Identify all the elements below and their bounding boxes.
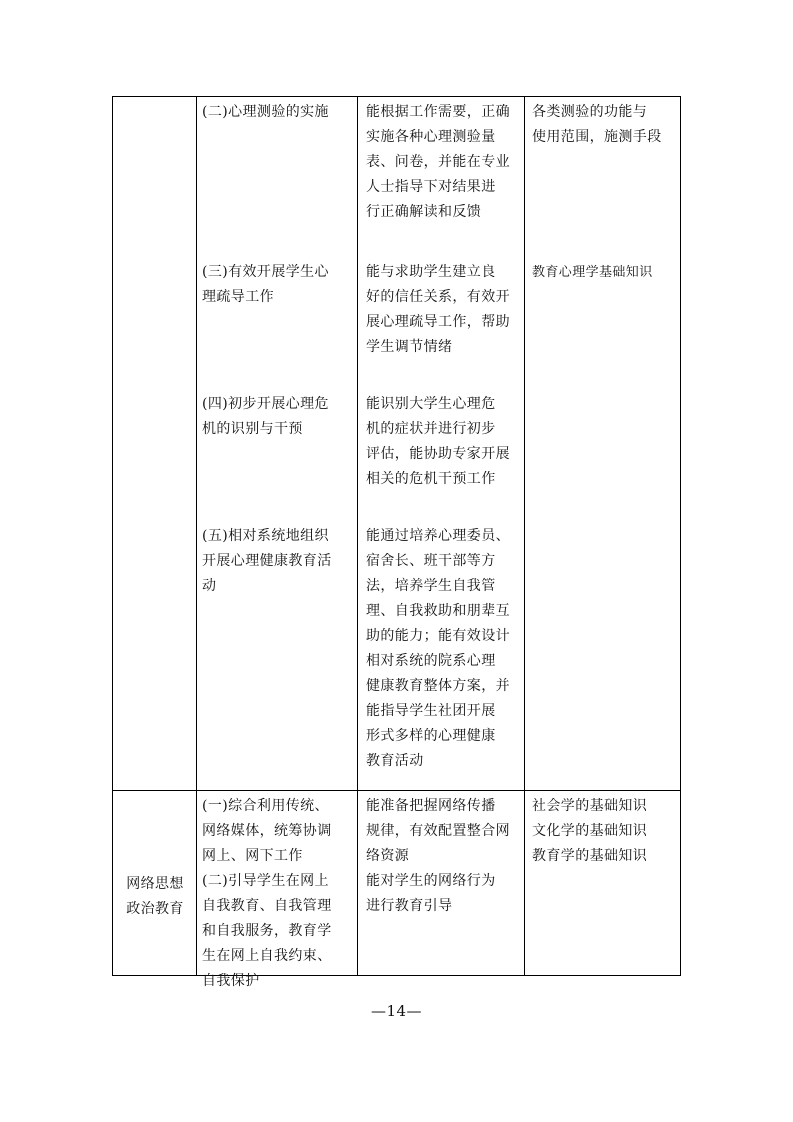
category-cell [116, 872, 194, 922]
requirement-text: 能与求助学生建立良 好的信任关系，有效开 展心理疏导工作，帮助 学生调节情绪 [366, 264, 510, 355]
requirement-cell [366, 392, 522, 492]
requirement-text: 能识别大学生心理危 机的症状并进行初步 评估，能协助专家开展 相关的危机干预工作 [366, 396, 510, 487]
item-cell: (三)有效开展学生心 理疏导工作 [202, 264, 329, 305]
table-row [202, 260, 356, 310]
requirement-cell [366, 524, 522, 774]
knowledge-cell [532, 100, 678, 150]
table-border-left [112, 96, 113, 976]
requirement-text: 能根据工作需要，正确 实施各种心理测验量 表、问卷，并能在专业 人士指导下对结果进 行正确解读和反馈 [366, 104, 510, 220]
item-cell: (五)相对系统地组织 开展心理健康教育活 动 [202, 528, 332, 594]
requirement-cell [366, 100, 522, 225]
requirement-cell [366, 260, 522, 360]
requirement-cell [366, 794, 522, 919]
knowledge-cell [532, 260, 678, 285]
table-border-right [680, 96, 681, 976]
knowledge-text: 各类测验的功能与 使用范围，施测手段 [532, 104, 662, 145]
table-border-top [112, 96, 681, 97]
column-divider-1 [196, 96, 197, 976]
item-text: (一)综合利用传统、 网络媒体，统筹协调 网上、网下工作 (二)引导学生在网上 自我教育、自我管理 和自我服务，教育学 生在网上自我约束、 自我保护 [202, 798, 332, 989]
table-row [202, 524, 356, 599]
table-row [202, 392, 356, 442]
category-text: 网络思想 政治教育 [126, 876, 184, 917]
competency-table [112, 96, 681, 989]
requirement-text: 能通过培养心理委员、 宿舍长、班干部等方 法，培养学生自我管 理、自我救助和朋辈互 助的能力；能有效设计 相对系统的院系心理 健康教育整体方案，并 能指导学生社团开展 形式多样的心理健康 教育活动 [366, 528, 510, 769]
knowledge-cell [532, 794, 678, 869]
requirement-text: 能准备把握网络传播 规律，有效配置整合网 络资源 能对学生的网络行为 进行教育引导 [366, 798, 510, 914]
table-border-bottom [112, 975, 681, 976]
table-row [202, 100, 356, 125]
item-cell: (四)初步开展心理危 机的识别与干预 [202, 396, 329, 437]
section-divider [112, 790, 681, 791]
item-cell [202, 794, 356, 994]
item-cell: (二)心理测验的实施 [202, 104, 329, 120]
knowledge-text: 社会学的基础知识 文化学的基础知识 教育学的基础知识 [532, 798, 648, 864]
knowledge-text: 教育心理学基础知识 [532, 265, 653, 280]
column-divider-3 [524, 96, 525, 976]
page-number: —14— [370, 1002, 423, 1020]
column-divider-2 [357, 96, 358, 976]
